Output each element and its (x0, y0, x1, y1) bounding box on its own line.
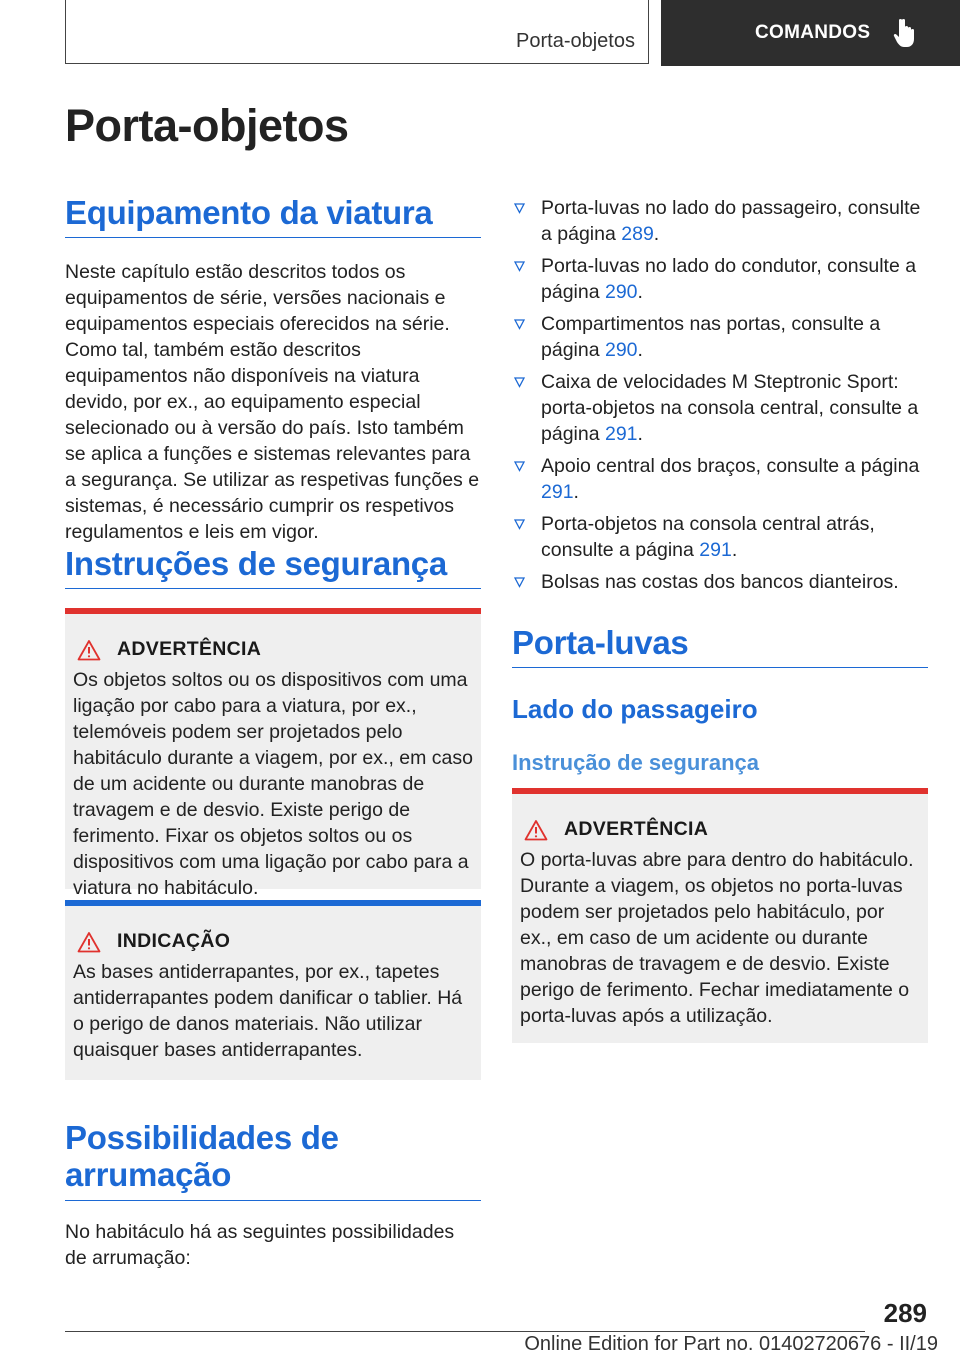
list-item: Bolsas nas costas dos bancos dianteiros. (512, 569, 928, 595)
list-item: Caixa de velocidades M Steptronic Sport: porta-objetos na consola central, consulte a página 291. (512, 369, 928, 447)
safety-heading: Instruções de segurança (65, 545, 481, 589)
page-reference-link[interactable]: 291 (699, 539, 732, 561)
chapter-label: COMANDOS (755, 22, 871, 43)
notice-title: INDICAÇÃO (117, 930, 231, 952)
page-reference-link[interactable]: 289 (621, 223, 654, 245)
glovebox-heading: Porta-luvas (512, 624, 928, 668)
glovebox-warning-box (512, 788, 928, 1043)
bullet-triangle-icon (514, 203, 525, 214)
storage-heading (65, 1119, 481, 1201)
list-item: Apoio central dos braços, consulte a página 291. (512, 453, 928, 505)
header-section-title: Porta-objetos (516, 30, 635, 52)
warning-triangle-icon (524, 819, 548, 841)
bullet-triangle-icon (514, 377, 525, 388)
warning-text: Os objetos soltos ou os dispositivos com uma ligação por cabo para a viatura, por ex., telemóveis podem ser projetados pelo habitáculo durante a viagem, por ex., em caso de um acidente ou durante manobras de travagem e de desvio. Existe perigo de ferimento. Fixar os objetos soltos ou os dispositivos com uma ligação por cabo para a viatura no habitáculo. (73, 669, 473, 899)
passenger-side-heading: Lado do passageiro (512, 694, 758, 724)
bullet-triangle-icon (514, 519, 525, 530)
list-item: Porta-objetos na consola central atrás, consulte a página 291. (512, 511, 928, 563)
header-chapter-tab[interactable] (661, 0, 960, 66)
list-item: Porta-luvas no lado do condutor, consulte a página 290. (512, 253, 928, 305)
storage-heading-line2: arrumação (65, 1156, 232, 1194)
page-number: 289 (883, 1298, 927, 1328)
storage-options-list (512, 195, 928, 601)
hand-pointer-icon (890, 18, 916, 48)
bullet-triangle-icon (514, 261, 525, 272)
storage-text: No habitáculo há as seguintes possibilidades de arrumação: (65, 1221, 455, 1269)
page-reference-link[interactable]: 291 (541, 481, 574, 503)
page-title: Porta-objetos (65, 100, 349, 151)
warning-title: ADVERTÊNCIA (564, 818, 709, 840)
list-item: Porta-luvas no lado do passageiro, consulte a página 289. (512, 195, 928, 247)
bullet-triangle-icon (514, 461, 525, 472)
list-item: Compartimentos nas portas, consulte a página 290. (512, 311, 928, 363)
notice-triangle-icon (77, 931, 101, 953)
page-reference-link[interactable]: 291 (604, 423, 638, 445)
page-reference-link[interactable]: 290 (604, 339, 638, 361)
warning-title: ADVERTÊNCIA (117, 638, 262, 660)
warning-text: O porta-luvas abre para dentro do habitáculo. Durante a viagem, os objetos no porta-luvas podem ser projetados pelo habitáculo, por ex., em caso de um acidente ou durante manobras de travagem e de desvio. Existe perigo de ferimento. Fechar imediatamente o porta-luvas após a utilização. (520, 849, 914, 1027)
safety-instruction-heading: Instrução de segurança (512, 750, 759, 775)
warning-box (65, 608, 481, 899)
equipment-text: Neste capítulo estão descritos todos os equipamentos de série, versões nacionais e equipamentos especiais oferecidos na série. Como tal, também estão descritos equipamentos não disponíveis na viatura devido, por ex., ao equipamento especial selecionado ou à versão do país. Isto também se aplica a funções e sistemas relevantes para a segurança. Se utilizar as respetivas funções e sistemas, é necessário cumprir os respetivos regulamentos e leis em vigor. (65, 261, 480, 543)
bullet-triangle-icon (514, 319, 525, 330)
page-reference-link[interactable]: 290 (604, 281, 638, 303)
footer-edition-text: Online Edition for Part no. 01402720676 - II/19 (524, 1333, 938, 1355)
warning-triangle-icon (77, 639, 101, 661)
footer-divider (65, 1331, 865, 1332)
bullet-triangle-icon (514, 577, 525, 588)
notice-box (65, 900, 481, 1080)
storage-heading-line1: Possibilidades de (65, 1119, 339, 1156)
notice-text: As bases antiderrapantes, por ex., tapetes antiderrapantes podem danificar o tablier. Há o perigo de danos materiais. Não utilizar quaisquer bases antiderrapantes. (73, 961, 463, 1061)
equipment-heading: Equipamento da viatura (65, 194, 481, 238)
